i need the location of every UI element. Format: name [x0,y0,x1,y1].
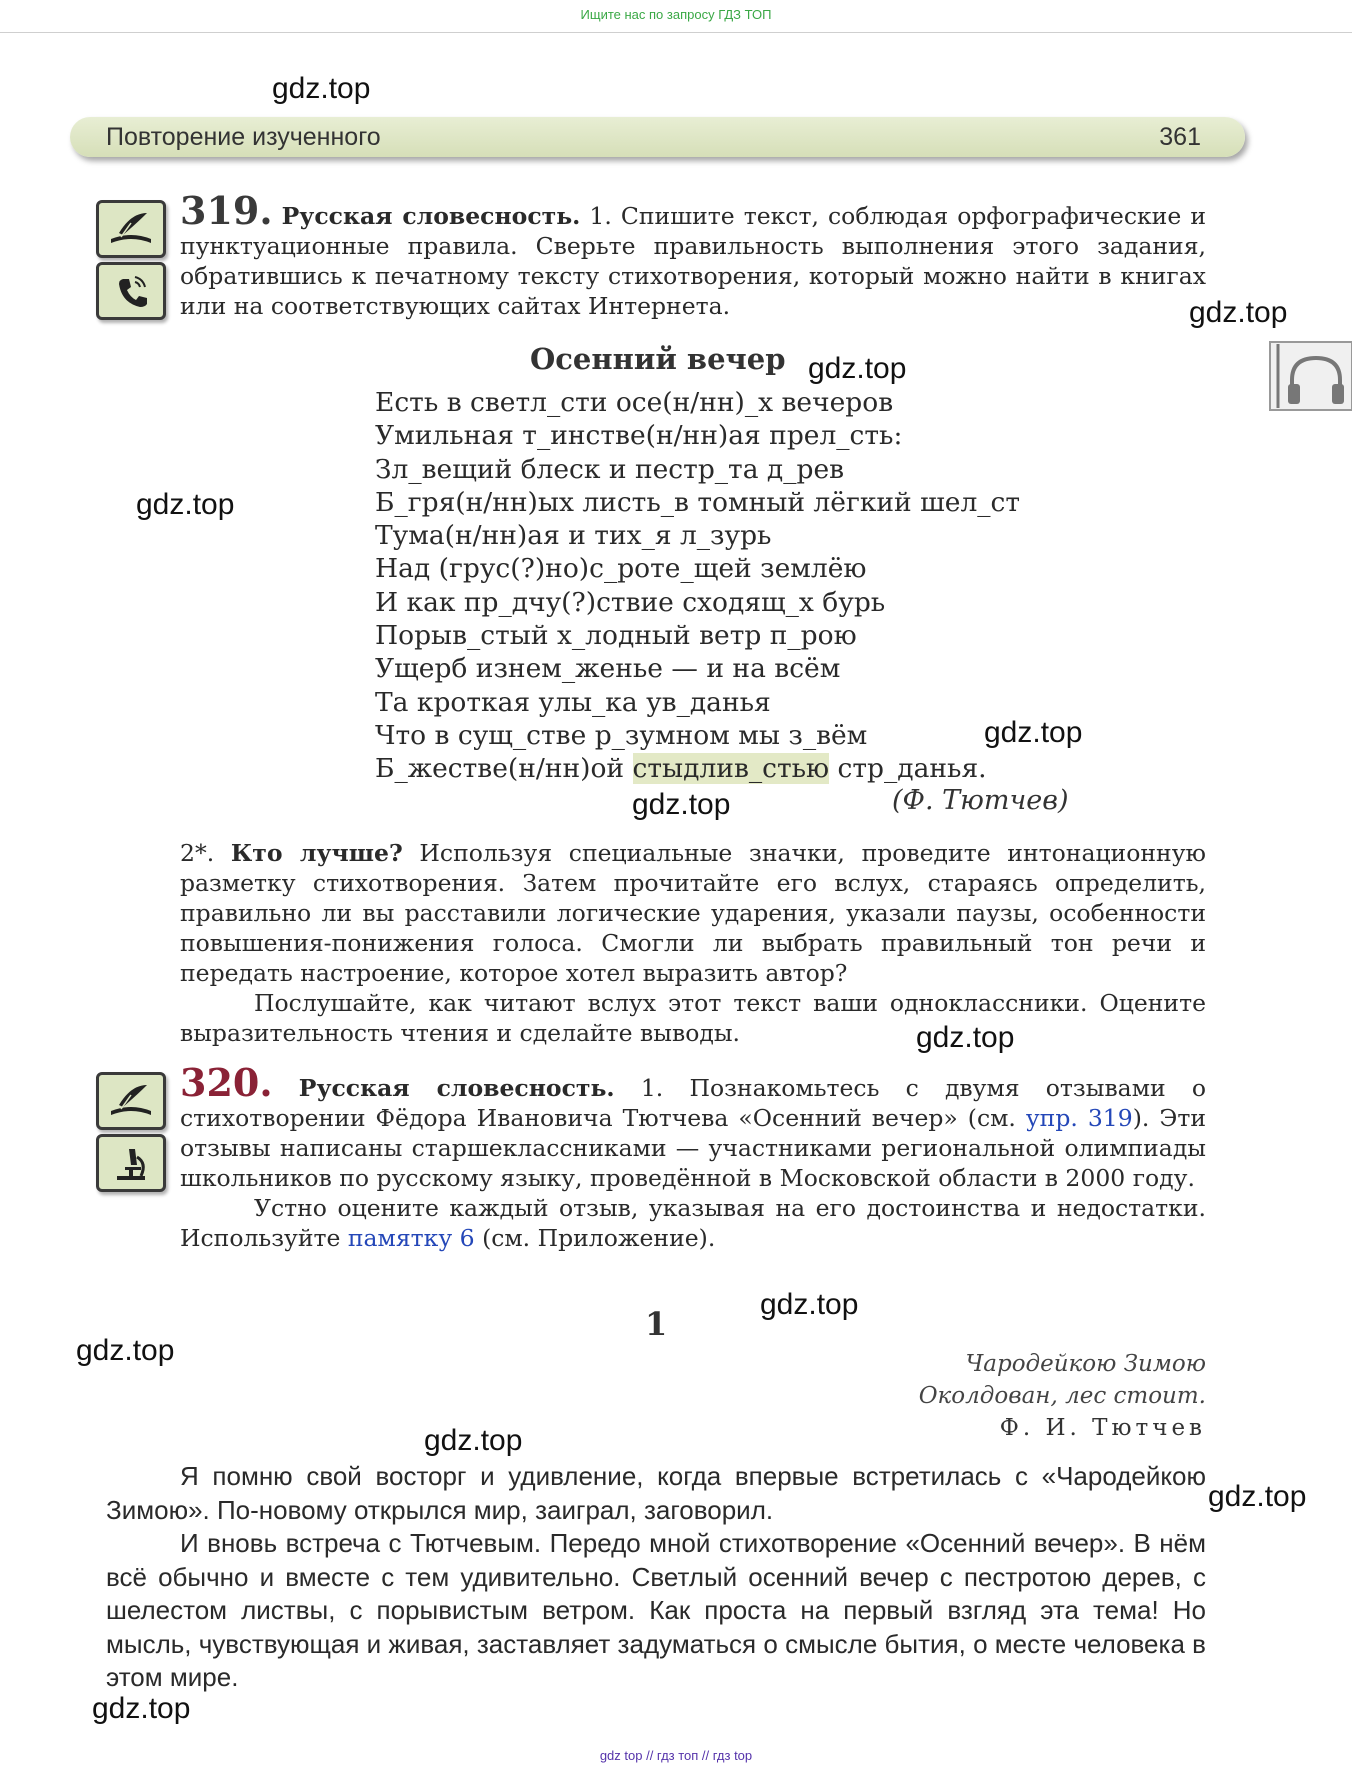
review-number: 1 [645,1305,668,1343]
task-2-text [180,838,1206,1048]
exercise-task: 1. Познакомьтесь с двумя отзывами о стихотворении Фёдора Ивановича Тютчева «Осенний вечер» (см. [180,1074,1206,1132]
highlighted-word: стыдлив_стью [632,753,830,785]
poem-line: Что в сущ_стве р_зумном мы з_вём [375,719,868,751]
epigraph [919,1348,1206,1412]
poem-author: (Ф. Тютчев) [892,785,1069,816]
poem-line: Есть в светл_сти осе(н/нн)_х вечеров [375,387,894,418]
review-paragraph: И вновь встреча с Тютчевым. Передо мной стихотворение «Осенний вечер». В нём всё обычно и вместе с тем удивительно. Светлый осенний вечер с пестротою дерев, с шелестом листвы, с порывистым ветром. Как проста на первый взгляд эта тема! Но мысль, чувствующая и живая, заставляет задуматься о смысле бытия, о месте человека в этом мире. [106,1528,1206,1692]
poem-line: Тума(н/нн)ая и тих_я л_зурь [375,520,772,552]
task-body: Используя специальные значки, проведите интонационную разметку стихотворения. Затем прочитайте его вслух, стараясь определить, правильно ли вы расставили логические ударения, указали паузы, особенности повышения-понижения голоса. Смогли ли выбрать правильный тон речи и передать настроение, которое хотел выразить автор? [180,839,1206,987]
review-text [106,1460,1206,1695]
exercise-number: 320. [180,1060,273,1105]
poem-line: Умильная т_инстве(н/нн)ая прел_сть: [375,420,903,452]
poem-body [375,386,1020,786]
exercise-320-text [180,1060,1206,1253]
exercise-link[interactable]: упр. 319 [1025,1104,1133,1132]
exercise-task: 1. Спишите текст, соблюдая орфографические и пунктуационные правила. Сверьте правильность выполнения этого задания, обратившись к печатному тексту стихотворения, который можно найти в книгах или на соответствующих сайтах Интернета. [180,202,1206,320]
watermark: gdz.top [916,1021,1015,1054]
epigraph-line: Чародейкою Зимою [965,1351,1206,1377]
watermark: gdz.top [76,1334,175,1367]
poem-line: Порыв_стый х_лодный ветр п_рою [375,620,857,652]
page-number: 361 [1159,123,1201,151]
poem-line: Над (грус(?)но)с_роте_щей землёю [375,553,867,585]
top-banner: Ищите нас по запросу ГДЗ ТОП [0,0,1352,33]
watermark: gdz.top [424,1424,523,1457]
poem-line: И как пр_дчу(?)ствие сходящ_х бурь [375,586,886,618]
memo-link[interactable]: памятку 6 [347,1224,475,1252]
watermark: gdz.top [760,1288,859,1321]
task-number: 2*. [180,839,231,867]
section-title: Повторение изученного [106,123,381,151]
exercise-319-text [180,188,1206,321]
watermark: gdz.top [808,352,907,385]
watermark: gdz.top [1189,296,1288,329]
exercise-task-cont: ). Эти отзывы написаны старшеклассниками — участниками региональной олимпиады школьников по русскому языку, проведённой в Московской области в 2000 году. [180,1104,1206,1192]
phone-icon [96,262,166,320]
review-paragraph: Я помню свой восторг и удивление, когда впервые встретилась с «Чародейкою Зимою». По-новому открылся мир, заиграл, заговорил. [106,1461,1206,1525]
task-body-2: Послушайте, как читают вслух этот текст ваши одноклассники. Оцените выразительность чтения и сделайте выводы. [180,989,1206,1047]
poem-line: Та кроткая улы_ка ув_данья [375,686,771,718]
headphones-icon[interactable] [1268,340,1352,412]
watermark: gdz.top [1208,1480,1307,1513]
watermark: gdz.top [984,716,1083,749]
exercise-instruction: Устно оцените каждый отзыв, указывая на его достоинства и недостатки. Используйте [180,1194,1206,1252]
exercise-instruction-end: (см. Приложение). [474,1224,716,1252]
watermark: gdz.top [136,488,235,521]
watermark: gdz.top [632,788,731,821]
poem-line-start: Б_жестве(н/нн)ой [375,753,633,785]
poem-line: Ущерб изнем_женье — и на всём [375,653,841,685]
watermark: gdz.top [92,1692,191,1725]
epigraph-author: Ф. И. Тютчев [999,1415,1206,1441]
watermark: gdz.top [272,72,371,105]
footer-links[interactable]: gdz top // гдз топ // гдз top [599,1748,753,1763]
exercise-label: Русская словесность. [281,202,581,230]
exercise-number: 319. [180,188,273,233]
writing-book-icon [96,1072,166,1130]
poem-line-end: стр_данья. [829,753,987,785]
poem-line: Зл_вещий блеск и пестр_та д_рев [375,453,845,485]
exercise-label: Русская словесность. [298,1074,615,1102]
section-header [70,117,1245,157]
writing-book-icon [96,200,166,258]
epigraph-line: Околдован, лес стоит. [918,1383,1206,1409]
poem-line: Б_гря(н/нн)ых листь_в томный лёгкий шел_ст [375,486,1021,518]
task-label: Кто лучше? [230,839,403,867]
poem-line [375,752,1020,785]
poem-title: Осенний вечер [530,342,786,376]
microscope-icon [96,1134,166,1192]
